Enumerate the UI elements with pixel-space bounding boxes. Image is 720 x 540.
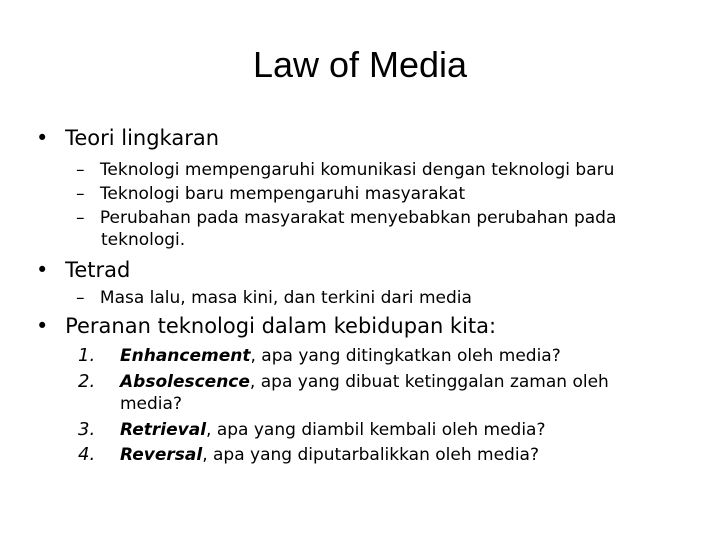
subitem bbox=[76, 208, 616, 228]
numbered-item bbox=[78, 419, 546, 440]
item-number: 4. bbox=[78, 444, 96, 465]
bullet-peranan-teknologi bbox=[36, 314, 496, 338]
bullet-text: Tetrad bbox=[65, 258, 131, 282]
item-term: Enhancement bbox=[120, 346, 251, 366]
item-term: Retrieval bbox=[120, 420, 207, 440]
bullet-marker: • bbox=[36, 314, 49, 338]
subitem-text: Masa lalu, masa kini, dan terkini dari media bbox=[99, 288, 472, 308]
subitem-text: Teknologi baru mempengaruhi masyarakat bbox=[99, 184, 466, 204]
item-term: Reversal bbox=[120, 445, 203, 465]
subitem bbox=[76, 288, 472, 308]
numbered-item bbox=[78, 345, 561, 366]
dash-marker: – bbox=[76, 160, 85, 180]
numbered-item bbox=[78, 444, 539, 465]
subitem bbox=[76, 184, 465, 204]
numbered-item bbox=[78, 371, 609, 392]
subitem-text: Teknologi mempengaruhi komunikasi dengan teknologi baru bbox=[99, 160, 615, 180]
bullet-text: Peranan teknologi dalam kebidupan kita: bbox=[65, 314, 497, 338]
dash-marker: – bbox=[76, 208, 85, 228]
item-number: 2. bbox=[78, 371, 96, 392]
bullet-text: Teori lingkaran bbox=[65, 126, 220, 150]
item-text: , apa yang diambil kembali oleh media? bbox=[206, 420, 546, 440]
subitem-continuation: teknologi. bbox=[101, 230, 186, 250]
dash-marker: – bbox=[76, 184, 85, 204]
bullet-marker: • bbox=[36, 126, 49, 150]
subitem-text: Perubahan pada masyarakat menyebabkan perubahan pada bbox=[99, 208, 617, 228]
bullet-teori-lingkaran bbox=[36, 126, 219, 150]
subitem bbox=[76, 160, 614, 180]
slide-title: Law of Media bbox=[252, 44, 468, 85]
item-text: , apa yang ditingkatkan oleh media? bbox=[250, 346, 561, 366]
item-term: Absolescence bbox=[120, 372, 250, 392]
bullet-marker: • bbox=[36, 258, 49, 282]
item-text: , apa yang diputarbalikkan oleh media? bbox=[202, 445, 539, 465]
item-number: 3. bbox=[78, 419, 96, 440]
bullet-tetrad bbox=[36, 258, 130, 282]
numbered-item-continuation: media? bbox=[120, 394, 182, 414]
item-number: 1. bbox=[78, 345, 96, 366]
dash-marker: – bbox=[76, 288, 85, 308]
item-text: , apa yang dibuat ketinggalan zaman oleh bbox=[249, 372, 609, 392]
